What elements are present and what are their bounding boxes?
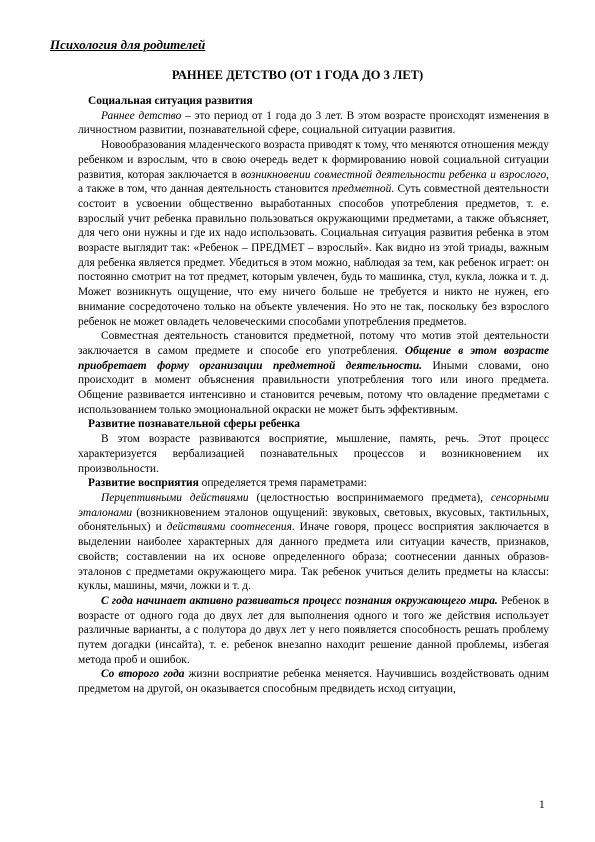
paragraph-perception-heading: Развитие восприятия определяется тремя параметрами: xyxy=(88,477,367,490)
section-heading-social: Социальная ситуация развития xyxy=(88,95,253,107)
section-heading-perception: Развитие восприятия xyxy=(88,477,199,490)
page-number: 1 xyxy=(539,799,545,811)
paragraph-cognitive-1: В этом возрасте развиваются восприятие, мышление, память, речь. Этот процесс характеризуется вербализацией познавательных процессов и возникновением их произвольности. xyxy=(78,433,549,475)
paragraph-social-2: Новообразования младенческого возраста приводят к тому, что меняются отношения между ребенком и взрослым, что в свою очередь ведет к формированию новой социальной ситуации развития, которая заключается в возникновении совместной деятельности ребенка и взрослого, а также в том, что данная деятельность становится предметной. Суть совместной деятельности состоит в усвоении общественно выработанных способов употребления предметов, т. е. взрослый учит ребенка правильно пользоваться окружающими предметами, а также объясняет, для чего они нужны и где их надо использовать. Социальная ситуация развития ребенка в этом возрасте выглядит так: «Ребенок – ПРЕДМЕТ – взрослый». Как видно из этой триады, важным для ребенка является предмет. Убедиться в этом можно, наблюдая за тем, как ребенок играет: он постоянно смотрит на тот предмет, которым увлечен, будь то машинка, стул, кукла, ложка и т. д. Может возникнуть ощущение, что ему ничего больше не требуется и никто не нужен, его внимание сосредоточено только на объекте увлечения. Но это не так, поскольку без взрослого ребенок не может овладеть человеческими способами употребления предметов. xyxy=(78,139,549,328)
document-header: Психология для родителей xyxy=(50,37,206,52)
paragraph-social-3: Совместная деятельность становится предметной, потому что мотив этой деятельности заключается в самом предмете и способе его употребления. Общение в этом возрасте приобретает форму организации предметной деятельности. Иными словами, оно происходит в момент объяснения правильности употребления того или иного предмета. Общение развивается интенсивно и становится речевым, потому что овладение предметами с использованием только эмоциональной окраски не может быть эффективным. xyxy=(78,330,550,416)
section-heading-cognitive: Развитие познавательной сферы ребенка xyxy=(88,418,300,431)
paragraph-perception-2: С года начинает активно развиваться процесс познания окружающего мира. Ребенок в возрасте от одного года до двух лет для выполнения одного и того же действия использует различные варианты, а с полутора до двух лет у него появляется способность решать проблему путем догадки (инсайта), т. е. ребенок внезапно находит решение данной проблемы, избегая метода проб и ошибок. xyxy=(78,594,549,666)
page-title: РАННЕЕ ДЕТСТВО (ОТ 1 ГОДА ДО 3 ЛЕТ) xyxy=(171,68,424,82)
document-body xyxy=(78,94,549,697)
term-early-childhood: Раннее детство xyxy=(101,109,182,122)
paragraph-perception-1: Перцептивными действиями (целостностью воспринимаемого предмета), сенсорными эталонами (возникновением эталонов ощущений: звуковых, световых, вкусовых, тактильных, обонятельных) и действиями соотнесения. Иначе говоря, процесс восприятия заключается в выделении наиболее характерных для данного предмета или ситуации качеств, признаков, свойств; составлении на их основе определенного образа; соотнесении данных образов-эталонов с предметами окружающего мира. Так ребенок учиться делить предметы на классы: куклы, машины, мячи, ложки и т. д. xyxy=(78,491,549,593)
paragraph-perception-3: Со второго года жизни восприятие ребенка меняется. Научившись воздействовать одним предметом на другой, он оказывается способным предвидеть исход ситуации, xyxy=(78,668,549,696)
paragraph-social-1: Раннее детство – это период от 1 года до 3 лет. В этом возрасте происходят изменения в личностном развитии, познавательной сфере, социальной ситуации развития. xyxy=(78,109,549,137)
